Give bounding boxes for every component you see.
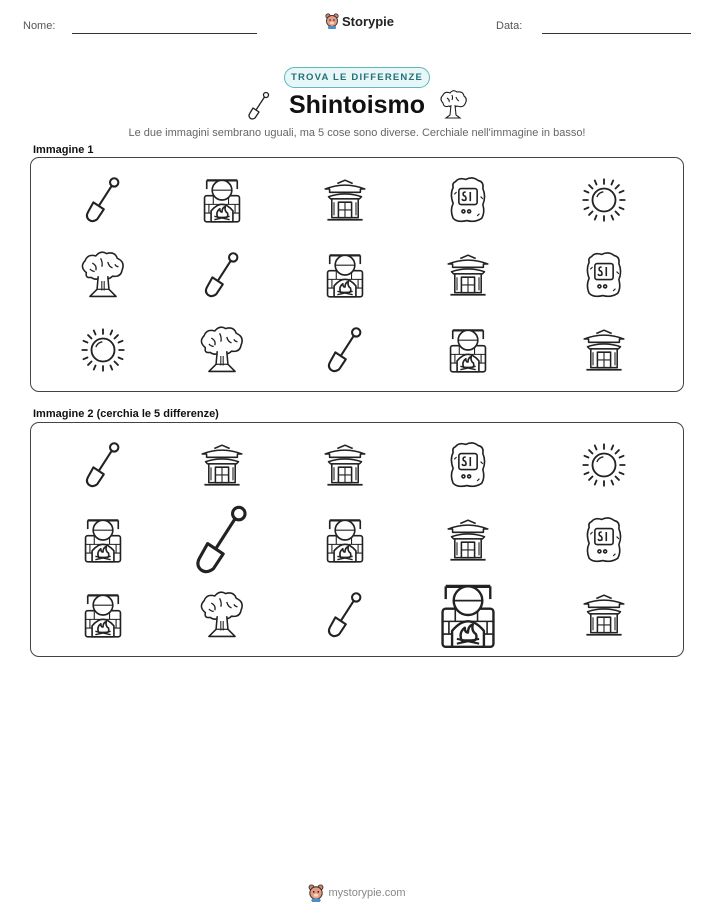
stone-tablet-icon bbox=[446, 441, 490, 489]
grid-cell[interactable] bbox=[433, 430, 503, 500]
shrine-icon bbox=[446, 253, 490, 297]
stone-tablet-icon bbox=[446, 176, 490, 224]
grid-cell bbox=[569, 165, 639, 235]
page-title: Shintoismo bbox=[288, 91, 426, 119]
shovel-icon bbox=[323, 591, 367, 639]
fire-oven-icon bbox=[81, 516, 125, 564]
grid-cell[interactable] bbox=[433, 580, 503, 650]
footer-url[interactable]: mystorypie.com bbox=[328, 887, 406, 899]
bear-mascot-icon bbox=[308, 884, 324, 902]
grid-cell bbox=[433, 165, 503, 235]
grid-cell bbox=[310, 240, 380, 310]
fire-oven-icon bbox=[200, 176, 244, 224]
grid-cell[interactable] bbox=[68, 580, 138, 650]
grid-cell[interactable] bbox=[68, 505, 138, 575]
grid-cell[interactable] bbox=[569, 505, 639, 575]
bear-mascot-icon bbox=[325, 13, 339, 29]
grid-cell bbox=[569, 240, 639, 310]
grid-cell bbox=[569, 315, 639, 385]
grid-cell[interactable] bbox=[310, 430, 380, 500]
grid-cell[interactable] bbox=[187, 580, 257, 650]
fire-oven-icon bbox=[446, 326, 490, 374]
shovel-icon bbox=[81, 441, 125, 489]
grid-cell[interactable] bbox=[187, 505, 257, 575]
shovel-icon bbox=[81, 176, 125, 224]
footer bbox=[0, 884, 714, 902]
tree-icon bbox=[437, 89, 469, 121]
shrine-icon bbox=[582, 328, 626, 372]
grid-cell bbox=[68, 315, 138, 385]
shovel-icon bbox=[191, 504, 253, 576]
tree-icon bbox=[198, 325, 246, 375]
image-panel-1 bbox=[30, 157, 684, 392]
image-panel-2[interactable] bbox=[30, 422, 684, 657]
tree-icon bbox=[79, 250, 127, 300]
shrine-icon bbox=[323, 178, 367, 222]
grid-cell[interactable] bbox=[569, 430, 639, 500]
grid-cell[interactable] bbox=[569, 580, 639, 650]
grid-cell bbox=[187, 315, 257, 385]
stone-tablet-icon bbox=[582, 516, 626, 564]
grid-cell bbox=[433, 240, 503, 310]
shrine-icon bbox=[323, 443, 367, 487]
grid-cell bbox=[310, 315, 380, 385]
grid-cell bbox=[187, 165, 257, 235]
grid-cell[interactable] bbox=[187, 430, 257, 500]
sun-icon bbox=[581, 442, 627, 488]
name-label: Nome: bbox=[23, 20, 56, 32]
date-label: Data: bbox=[496, 20, 523, 32]
grid-cell bbox=[68, 165, 138, 235]
tree-icon bbox=[198, 590, 246, 640]
fire-oven-icon bbox=[323, 251, 367, 299]
grid-cell[interactable] bbox=[433, 505, 503, 575]
fire-oven-icon bbox=[435, 580, 501, 650]
grid-cell[interactable] bbox=[310, 505, 380, 575]
brand-name: Storypie bbox=[342, 13, 395, 29]
sun-icon bbox=[80, 327, 126, 373]
grid-cell bbox=[433, 315, 503, 385]
brand-logo bbox=[325, 13, 394, 29]
grid-cell[interactable] bbox=[310, 580, 380, 650]
stone-tablet-icon bbox=[582, 251, 626, 299]
instructions-text: Le due immagini sembrano uguali, ma 5 cose sono diverse. Cerchiale nell'immagine in basso! bbox=[128, 127, 586, 139]
fire-oven-icon bbox=[81, 591, 125, 639]
grid-cell bbox=[310, 165, 380, 235]
grid-cell[interactable] bbox=[68, 430, 138, 500]
shrine-icon bbox=[200, 443, 244, 487]
shovel-icon bbox=[323, 326, 367, 374]
shovel-icon bbox=[200, 251, 244, 299]
grid-cell bbox=[68, 240, 138, 310]
name-line[interactable] bbox=[72, 33, 257, 34]
activity-badge: TROVA LE DIFFERENZE bbox=[284, 67, 430, 88]
fire-oven-icon bbox=[323, 516, 367, 564]
shrine-icon bbox=[446, 518, 490, 562]
sun-icon bbox=[581, 177, 627, 223]
shrine-icon bbox=[582, 593, 626, 637]
date-line[interactable] bbox=[542, 33, 691, 34]
grid-cell bbox=[187, 240, 257, 310]
panel1-label: Immagine 1 bbox=[33, 144, 94, 156]
panel2-label: Immagine 2 (cerchia le 5 differenze) bbox=[33, 408, 219, 420]
